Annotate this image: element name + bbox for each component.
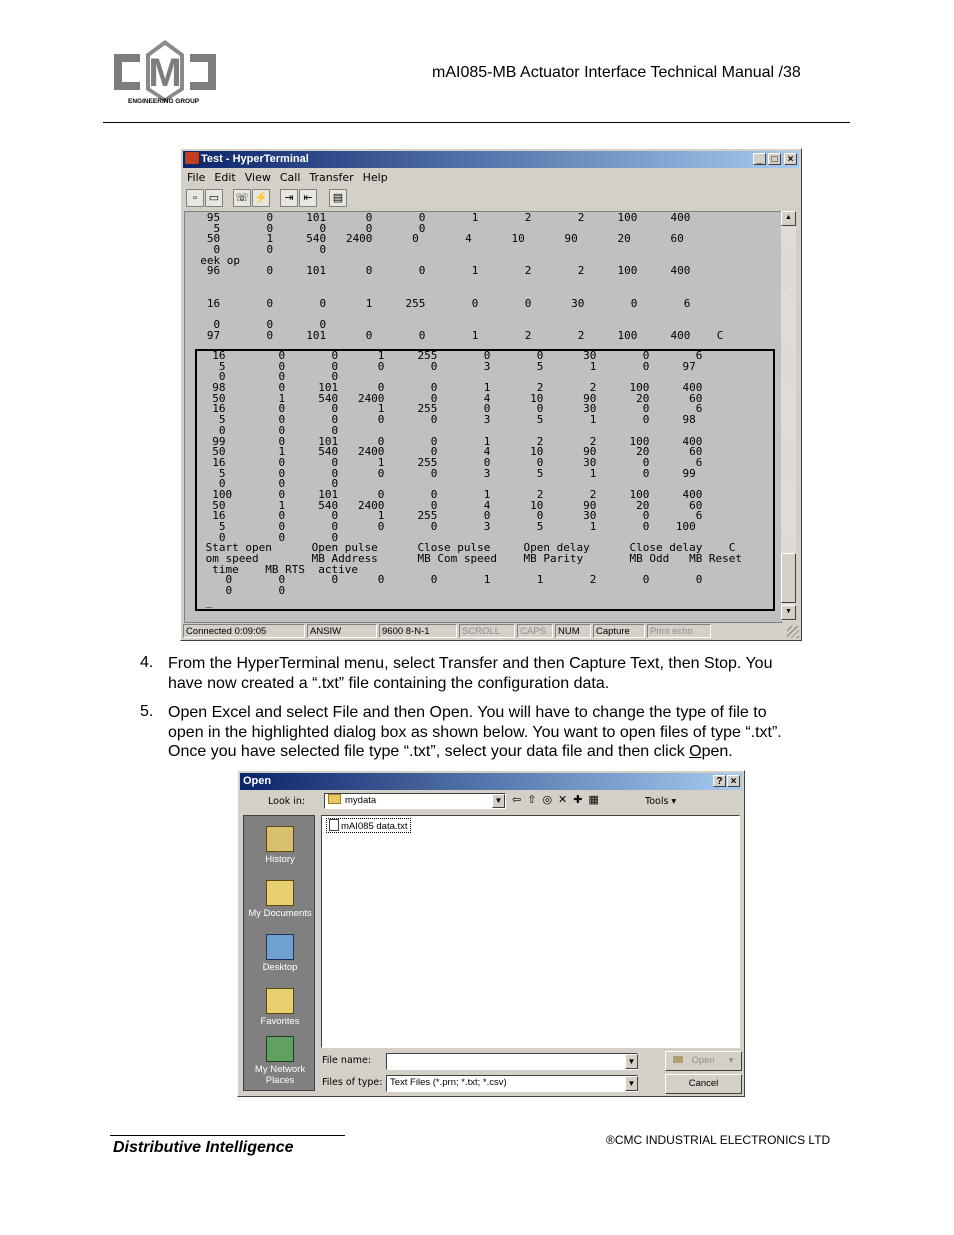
status-caps: CAPS bbox=[517, 624, 553, 638]
footer-tagline: Distributive Intelligence bbox=[113, 1139, 294, 1156]
file-item-name: mAI085 data.txt bbox=[341, 821, 408, 832]
terminal-line: 5 0 0 0 0 3 5 1 0 97 bbox=[199, 359, 696, 373]
terminal-lower-output bbox=[199, 351, 742, 608]
cancel-button[interactable]: Cancel bbox=[665, 1074, 742, 1094]
terminal-area[interactable] bbox=[184, 211, 782, 623]
disconnect-icon[interactable]: ⚡ bbox=[252, 189, 270, 207]
terminal-line: 0 0 0 bbox=[199, 423, 339, 437]
place-desktop[interactable] bbox=[244, 934, 316, 973]
files-of-type-label: Files of type: bbox=[322, 1077, 383, 1088]
terminal-line: 5 0 0 0 0 bbox=[187, 221, 426, 235]
help-button[interactable]: ? bbox=[713, 775, 726, 787]
scroll-up-arrow-icon[interactable]: ▲ bbox=[781, 211, 796, 226]
terminal-line: 5 0 0 0 0 3 5 1 0 99 bbox=[199, 466, 696, 480]
terminal-line: 0 0 0 bbox=[199, 370, 339, 384]
open-folder-icon[interactable]: ▭ bbox=[205, 189, 223, 207]
terminal-line: 96 0 101 0 0 1 2 2 100 400 bbox=[187, 264, 691, 278]
status-connected: Connected 0:09:05 bbox=[183, 624, 305, 638]
step-5-text bbox=[168, 703, 782, 762]
place-label: History bbox=[265, 854, 295, 865]
step-number: 5. bbox=[140, 703, 154, 720]
open-dialog-title: Open bbox=[243, 775, 272, 787]
hyperterminal-titlebar bbox=[183, 151, 799, 168]
terminal-line: 5 0 0 0 0 3 5 1 0 100 bbox=[199, 520, 696, 533]
send-icon[interactable]: ⇥ bbox=[280, 189, 298, 207]
svg-text:M: M bbox=[148, 51, 182, 95]
places-bar bbox=[243, 815, 315, 1091]
step-line: From the HyperTerminal menu, select Transfer and then Capture Text, then Stop. You bbox=[168, 655, 773, 672]
terminal-line: 16 0 0 1 255 0 0 30 0 6 bbox=[199, 402, 703, 416]
terminal-line: 50 1 540 2400 0 4 10 90 20 60 bbox=[199, 498, 703, 512]
terminal-line: 50 1 540 2400 0 4 10 90 20 60 bbox=[199, 391, 703, 405]
place-label: My Network Places bbox=[254, 1064, 306, 1086]
terminal-line: om speed MB Address MB Com speed MB Parity MB Odd MB Reset bbox=[199, 552, 743, 566]
scrollbar-thumb[interactable] bbox=[781, 553, 796, 603]
file-item[interactable] bbox=[326, 818, 411, 833]
hyperterminal-title: Test - HyperTerminal bbox=[201, 153, 309, 165]
step-line: Open Excel and select File and then Open. You will have to change the type of file to bbox=[168, 704, 767, 721]
terminal-line: 5 0 0 0 0 3 5 1 0 98 bbox=[199, 413, 696, 427]
status-emulation: ANSIW bbox=[307, 624, 377, 638]
back-arrow-icon[interactable]: ⇦ bbox=[512, 794, 528, 806]
text-file-icon bbox=[329, 819, 339, 831]
menu-edit[interactable]: Edit bbox=[214, 171, 236, 184]
place-label: Desktop bbox=[262, 962, 298, 973]
step-line: have now created a “.txt” file containing the configuration data. bbox=[168, 674, 610, 692]
maximize-button[interactable]: □ bbox=[768, 153, 781, 165]
status-scroll: SCROLL bbox=[459, 624, 515, 638]
place-label: My Documents bbox=[248, 908, 312, 919]
chevron-down-icon[interactable]: ▼ bbox=[625, 1076, 638, 1091]
logo-caption: ENGINEERING GROUP bbox=[128, 98, 200, 105]
terminal-line: 16 0 0 1 255 0 0 30 0 6 bbox=[187, 296, 691, 310]
step-4-text bbox=[168, 654, 772, 693]
hyperterminal-window bbox=[180, 148, 802, 641]
place-favorites[interactable] bbox=[244, 988, 316, 1027]
terminal-line: eek op bbox=[187, 253, 240, 267]
terminal-line bbox=[187, 277, 723, 288]
status-num: NUM bbox=[555, 624, 591, 638]
terminal-line: 99 0 101 0 0 1 2 2 100 400 bbox=[199, 434, 703, 448]
terminal-upper-output bbox=[187, 213, 723, 341]
terminal-line: 97 0 101 0 0 1 2 2 100 400 C bbox=[187, 328, 724, 342]
open-dialog bbox=[237, 770, 745, 1097]
status-port-settings: 9600 8-N-1 bbox=[379, 624, 457, 638]
terminal-line: 0 0 0 bbox=[199, 530, 339, 544]
place-label: Favorites bbox=[260, 1016, 300, 1027]
search-web-icon[interactable]: ◎ bbox=[542, 794, 559, 806]
file-name-input[interactable] bbox=[386, 1053, 638, 1070]
hyperterminal-app-icon bbox=[185, 152, 199, 164]
status-capture: Capture bbox=[593, 624, 645, 638]
menu-view[interactable]: View bbox=[244, 171, 271, 184]
open-underlined-letter: O bbox=[689, 743, 702, 760]
terminal-line: 100 0 101 0 0 1 2 2 100 400 bbox=[199, 487, 703, 501]
place-history[interactable] bbox=[244, 826, 316, 865]
step-line-text: Once you have selected file type “.txt”, select your data file and then click bbox=[168, 743, 690, 760]
terminal-line: 16 0 0 1 255 0 0 30 0 6 bbox=[199, 349, 703, 362]
chevron-down-icon[interactable]: ▾ bbox=[728, 1055, 734, 1066]
phone-icon[interactable]: ☏ bbox=[233, 189, 251, 207]
open-button[interactable] bbox=[665, 1051, 742, 1071]
hyperterminal-menubar bbox=[187, 171, 397, 184]
place-my-documents[interactable] bbox=[244, 880, 316, 919]
terminal-line: 50 1 540 2400 0 4 10 90 20 60 bbox=[199, 445, 703, 459]
terminal-scrollbar[interactable] bbox=[781, 211, 796, 621]
properties-icon[interactable]: ▤ bbox=[329, 189, 347, 207]
network-places-icon bbox=[266, 1036, 294, 1062]
terminal-line: 98 0 101 0 0 1 2 2 100 400 bbox=[199, 381, 703, 395]
open-word-rest: pen. bbox=[701, 743, 733, 760]
terminal-line: 0 0 bbox=[199, 584, 286, 598]
tools-menu[interactable]: Tools ▾ bbox=[645, 796, 677, 807]
terminal-line: 16 0 0 1 255 0 0 30 0 6 bbox=[199, 509, 703, 523]
place-my-network-places[interactable] bbox=[244, 1036, 316, 1086]
close-button[interactable]: × bbox=[784, 153, 797, 165]
minimize-button[interactable]: _ bbox=[753, 153, 766, 165]
terminal-line: time MB RTS active bbox=[199, 562, 358, 576]
look-in-value: mydata bbox=[345, 795, 377, 806]
menu-file[interactable]: File bbox=[187, 171, 206, 184]
my-documents-icon bbox=[266, 880, 294, 906]
chevron-down-icon[interactable]: ▼ bbox=[492, 794, 505, 808]
company-logo bbox=[112, 40, 218, 110]
receive-icon[interactable]: ⇤ bbox=[299, 189, 317, 207]
menu-transfer[interactable]: Transfer bbox=[309, 171, 354, 184]
favorites-icon bbox=[266, 988, 294, 1014]
terminal-line: 0 0 0 0 0 1 1 2 0 0 bbox=[199, 573, 703, 587]
footer-copyright: ®CMC INDUSTRIAL ELECTRONICS LTD bbox=[606, 1133, 831, 1147]
history-icon bbox=[266, 826, 294, 852]
terminal-line: 0 0 0 bbox=[187, 243, 327, 257]
open-button-label: Open bbox=[691, 1055, 715, 1066]
terminal-line: _ bbox=[199, 594, 213, 608]
new-folder-icon[interactable]: ✚ bbox=[573, 794, 589, 806]
files-of-type-dropdown[interactable]: Text Files (*.prn; *.txt; *.csv) bbox=[386, 1075, 638, 1092]
scroll-down-arrow-icon[interactable]: ▼ bbox=[781, 605, 796, 620]
terminal-line: 95 0 101 0 0 1 2 2 100 400 bbox=[187, 211, 691, 224]
step-line: open in the highlighted dialog box as shown below. You want to open files of type “.txt”. bbox=[168, 723, 782, 741]
open-dialog-titlebar bbox=[240, 773, 742, 790]
step-number: 4. bbox=[140, 654, 154, 671]
terminal-line: 16 0 0 1 255 0 0 30 0 6 bbox=[199, 455, 703, 469]
status-print-echo: Print echo bbox=[647, 624, 711, 638]
step-line bbox=[168, 742, 782, 762]
menu-call[interactable]: Call bbox=[279, 171, 301, 184]
terminal-inner-panel bbox=[195, 349, 775, 611]
up-folder-icon[interactable]: ⇧ bbox=[527, 794, 543, 806]
tools-label: Tools bbox=[645, 796, 669, 807]
new-file-icon[interactable]: ▫ bbox=[186, 189, 204, 207]
open-button-icon bbox=[673, 1056, 683, 1063]
file-name-label: File name: bbox=[322, 1055, 372, 1066]
chevron-down-icon[interactable]: ▼ bbox=[625, 1054, 638, 1069]
terminal-line: 0 0 0 bbox=[187, 317, 327, 331]
look-in-dropdown[interactable] bbox=[324, 793, 506, 809]
terminal-line: Start open Open pulse Close pulse Open delay Close delay C bbox=[199, 541, 736, 555]
delete-icon[interactable]: ✕ bbox=[558, 794, 574, 806]
footer-divider bbox=[110, 1135, 345, 1136]
header-divider bbox=[103, 122, 850, 123]
document-header-title: mAI085-MB Actuator Interface Technical Manual /38 bbox=[432, 64, 801, 81]
views-icon[interactable]: ▦ bbox=[588, 794, 605, 806]
folder-icon bbox=[328, 794, 341, 804]
terminal-line: 0 0 0 bbox=[199, 477, 339, 491]
dialog-toolbar bbox=[512, 793, 605, 806]
resize-grip-icon[interactable] bbox=[787, 626, 799, 638]
desktop-icon bbox=[266, 934, 294, 960]
close-button[interactable]: × bbox=[727, 775, 740, 787]
terminal-line: 50 1 540 2400 0 4 10 90 20 60 bbox=[187, 232, 684, 246]
file-list[interactable] bbox=[321, 815, 740, 1048]
look-in-label: Look in: bbox=[268, 796, 306, 807]
menu-help[interactable]: Help bbox=[362, 171, 388, 184]
